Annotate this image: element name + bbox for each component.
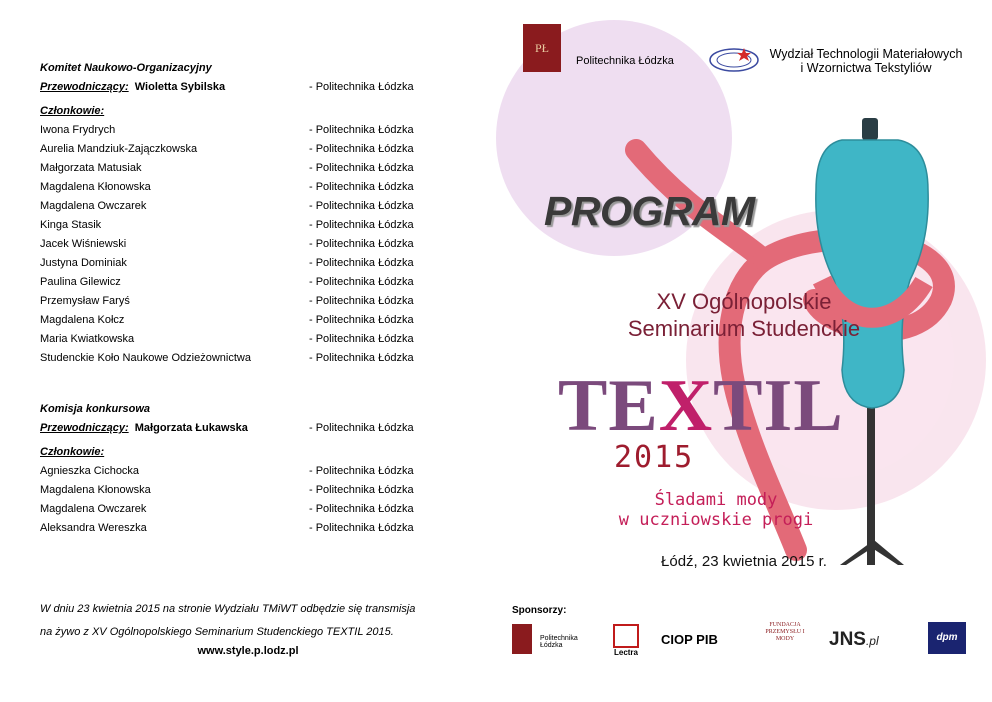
motto-line2: w uczniowskie progi	[618, 510, 814, 530]
event-motto	[556, 490, 876, 530]
member-affiliation: - Politechnika Łódzka	[309, 276, 414, 288]
committee-title: Komitet Naukowo-Organizacyjny	[40, 62, 212, 74]
member-name: Magdalena Owczarek	[40, 503, 147, 515]
jury-title: Komisja konkursowa	[40, 403, 151, 415]
member-name: Studenckie Koło Naukowe Odzieżownictwa	[40, 352, 251, 364]
member-affiliation: - Politechnika Łódzka	[309, 295, 414, 307]
broadcast-note-line2: na żywo z XV Ogólnopolskiego Seminarium Studenckiego TEXTIL 2015.	[40, 626, 394, 638]
sponsor-politechnika-name: Politechnika Łódzka	[540, 635, 578, 649]
mannequin-pole	[867, 395, 875, 565]
textil-wordmark	[558, 364, 844, 449]
committee-chair-affiliation: - Politechnika Łódzka	[309, 81, 414, 93]
member-name: Magdalena Kłonowska	[40, 181, 151, 193]
sponsor-fundacja: FUNDACJA PRZEMYSŁU I MODY	[765, 622, 805, 642]
committee-chair-label: Przewodniczący:	[40, 81, 129, 93]
member-affiliation: - Politechnika Łódzka	[309, 465, 414, 477]
seminar-title-line1: XV Ogólnopolskie	[656, 289, 832, 314]
member-row	[40, 522, 440, 539]
textil-part-b: TIL	[713, 365, 844, 447]
sponsor-jns-suffix: .pl	[865, 634, 879, 648]
member-affiliation: - Politechnika Łódzka	[309, 352, 414, 364]
mannequin-neck-cap	[862, 118, 878, 140]
cover-artwork	[496, 0, 992, 702]
jury-members-label: Członkowie:	[40, 446, 105, 458]
member-affiliation: - Politechnika Łódzka	[309, 333, 414, 345]
member-row	[40, 276, 440, 293]
motto-line1: Śladami mody	[654, 490, 778, 510]
member-row	[40, 143, 440, 160]
sponsor-ciop: CIOP PIB	[661, 632, 718, 647]
lectra-logo-icon	[613, 624, 639, 648]
member-row	[40, 503, 440, 520]
member-name: Jacek Wiśniewski	[40, 238, 127, 250]
sponsors-label: Sponsorzy:	[512, 605, 567, 616]
member-row	[40, 162, 440, 179]
member-row	[40, 238, 440, 255]
member-name: Magdalena Kłonowska	[40, 484, 151, 496]
member-name: Iwona Frydrych	[40, 124, 116, 136]
member-name: Magdalena Kołcz	[40, 314, 125, 326]
member-name: Maria Kwiatkowska	[40, 333, 135, 345]
member-row	[40, 181, 440, 198]
member-affiliation: - Politechnika Łódzka	[309, 162, 414, 174]
member-affiliation: - Politechnika Łódzka	[309, 219, 414, 231]
member-name: Przemysław Faryś	[40, 295, 130, 307]
textil-part-x: X	[658, 365, 714, 447]
sponsor-lectra	[609, 620, 643, 660]
sponsor-jns	[829, 620, 891, 660]
member-row	[40, 333, 440, 350]
member-name: Małgorzata Matusiak	[40, 162, 142, 174]
faculty-name-line2: i Wzornictwa Tekstyliów	[800, 61, 932, 75]
member-affiliation: - Politechnika Łódzka	[309, 181, 414, 193]
member-row	[40, 124, 440, 141]
member-name: Aurelia Mandziuk-Zajączkowska	[40, 143, 198, 155]
committee-members-label: Członkowie:	[40, 105, 105, 117]
member-row	[40, 295, 440, 312]
program-heading: PROGRAM	[544, 188, 755, 234]
member-name: Aleksandra Wereszka	[40, 522, 147, 534]
broadcast-note-line1: W dniu 23 kwietnia 2015 na stronie Wydziału TMiWT odbędzie się transmisja	[40, 603, 416, 615]
member-affiliation: - Politechnika Łódzka	[309, 522, 414, 534]
right-page	[496, 0, 992, 702]
member-row	[40, 484, 440, 501]
politechnika-logo: PŁ	[523, 24, 561, 72]
member-affiliation: - Politechnika Łódzka	[309, 238, 414, 250]
member-affiliation: - Politechnika Łódzka	[309, 124, 414, 136]
jury-chair-label: Przewodniczący:	[40, 422, 129, 434]
member-affiliation: - Politechnika Łódzka	[309, 484, 414, 496]
member-row	[40, 200, 440, 217]
sponsor-jns-name: JNS	[829, 629, 866, 650]
university-name: Politechnika Łódzka	[576, 55, 674, 67]
member-row	[40, 314, 440, 331]
jury-chair-affiliation: - Politechnika Łódzka	[309, 422, 414, 434]
member-affiliation: - Politechnika Łódzka	[309, 143, 414, 155]
member-name: Magdalena Owczarek	[40, 200, 147, 212]
textil-part-a: TE	[558, 365, 659, 447]
jury-chair-name: Małgorzata Łukawska	[134, 422, 248, 434]
seminar-title-line2: Seminarium Studenckie	[627, 316, 861, 341]
event-date: Łódź, 23 kwietnia 2015 r.	[661, 553, 827, 570]
member-row	[40, 257, 440, 274]
member-affiliation: - Politechnika Łódzka	[309, 200, 414, 212]
committee-chair-name: Wioletta Sybilska	[134, 81, 226, 93]
committee-chair	[40, 81, 225, 93]
member-row	[40, 352, 440, 369]
sponsor-politechnika-mark	[512, 624, 532, 654]
website-link[interactable]: www.style.p.lodz.pl	[197, 645, 299, 657]
faculty-logo	[708, 45, 760, 73]
sponsor-politechnika	[512, 620, 602, 660]
member-affiliation: - Politechnika Łódzka	[309, 314, 414, 326]
member-affiliation: - Politechnika Łódzka	[309, 503, 414, 515]
member-row	[40, 219, 440, 236]
member-name: Kinga Stasik	[40, 219, 102, 231]
member-name: Paulina Gilewicz	[40, 276, 121, 288]
sponsor-dpm: dpm	[928, 622, 966, 654]
member-name: Agnieszka Cichocka	[40, 465, 140, 477]
faculty-name	[761, 47, 971, 75]
member-name: Justyna Dominiak	[40, 257, 127, 269]
sponsor-lectra-name: Lectra	[613, 648, 638, 657]
jury-chair	[40, 422, 248, 434]
member-affiliation: - Politechnika Łódzka	[309, 257, 414, 269]
member-row	[40, 465, 440, 482]
event-year: 2015	[614, 440, 695, 475]
faculty-name-line1: Wydział Technologii Materiałowych	[769, 47, 963, 61]
